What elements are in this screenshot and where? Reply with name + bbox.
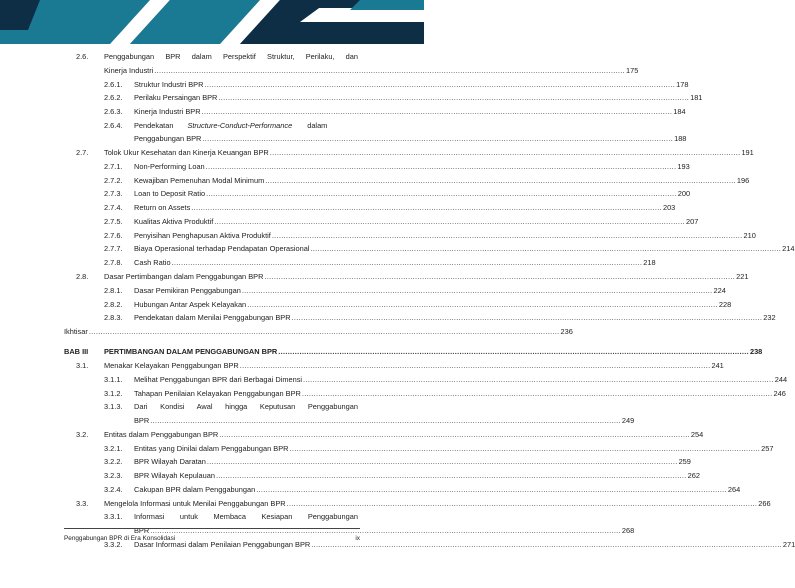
toc-entry-title: Struktur Industri BPR: [134, 80, 204, 89]
footer-page-number: ix: [355, 535, 360, 542]
toc-entry-number: 3.3.: [76, 499, 89, 508]
toc-entry-page: 257: [761, 444, 774, 453]
toc-entry-number: 2.7.3.: [104, 189, 123, 198]
toc-entry-title-after: dalam: [307, 121, 328, 130]
toc-entry-number: 2.6.: [76, 52, 89, 61]
toc-entry-page: 200: [677, 189, 691, 198]
toc-entry-title: Entitas yang Dinilai dalam Penggabungan BPR: [134, 444, 289, 453]
dot-leader: [272, 231, 743, 241]
toc-entry-page: 184: [673, 107, 686, 116]
toc-entry[interactable]: [104, 444, 774, 454]
toc-entry[interactable]: [64, 347, 763, 357]
toc-entry-page: 249: [621, 416, 635, 425]
toc-entry-page: 271: [782, 540, 795, 549]
dot-leader: [264, 272, 735, 282]
toc-entry[interactable]: [104, 217, 699, 227]
toc-entry[interactable]: [104, 389, 786, 399]
toc-entry[interactable]: [104, 66, 639, 76]
toc-entry-number: 3.2.4.: [104, 485, 123, 494]
toc-entry[interactable]: [104, 402, 358, 412]
toc-entry-title: Perilaku Persaingan BPR: [134, 93, 218, 102]
toc-entry-title: Biaya Operasional terhadap Pendapatan Operasional: [134, 244, 310, 253]
toc-entry-title: Cash Ratio: [134, 258, 171, 267]
toc-entry-number: 2.7.8.: [104, 258, 123, 267]
toc-entry-title: Informasi untuk Membaca Kesiapan Penggabungan: [134, 512, 358, 521]
dot-leader: [206, 189, 677, 199]
dot-leader: [207, 457, 678, 467]
toc-entry-number: 3.1.3.: [104, 402, 123, 411]
toc-entry-number: 3.1.1.: [104, 375, 123, 384]
dot-leader: [247, 300, 718, 310]
toc-entry[interactable]: [104, 231, 756, 241]
toc-entry[interactable]: [104, 176, 750, 186]
toc-entry[interactable]: [104, 203, 676, 213]
toc-entry[interactable]: [104, 471, 700, 481]
toc-entry[interactable]: [104, 457, 691, 467]
toc-entry-page: 268: [621, 526, 635, 535]
toc-entry-number: 3.2.: [76, 430, 89, 439]
toc-entry-title: Non-Performing Loan: [134, 162, 205, 171]
toc-entry-number: 2.7.7.: [104, 244, 123, 253]
toc-entry-page: 210: [743, 231, 756, 240]
toc-entry-title: BPR: [134, 526, 150, 535]
toc-entry-title: PERTIMBANGAN DALAM PENGGABUNGAN BPR: [104, 347, 278, 356]
toc-entry-title: Pendekatan dalam Menilai Penggabungan BPR: [134, 313, 291, 322]
toc-entry[interactable]: [104, 286, 726, 296]
toc-entry[interactable]: [76, 148, 754, 158]
dot-leader: [240, 361, 711, 371]
toc-entry[interactable]: [76, 361, 724, 371]
toc-entry-number: 2.7.2.: [104, 176, 123, 185]
toc-entry-page: 246: [773, 389, 786, 398]
toc-entry-page: 214: [782, 244, 795, 253]
toc-entry-title: BPR: [134, 416, 150, 425]
dot-leader: [289, 444, 760, 454]
toc-entry-number: 2.7.: [76, 148, 89, 157]
toc-entry-title: Dasar Informasi dalam Penilaian Penggabungan BPR: [134, 540, 311, 549]
toc-entry-page: 221: [736, 272, 749, 281]
dot-leader: [278, 347, 749, 357]
toc-entry-title: Kinerja Industri BPR: [134, 107, 201, 116]
toc-entry[interactable]: [104, 93, 703, 103]
dot-leader: [204, 80, 675, 90]
toc-entry-title: Kinerja Industri: [104, 66, 154, 75]
toc-entry-number: 2.6.4.: [104, 121, 123, 130]
toc-entry-title: Mengelola Informasi untuk Menilai Penggabungan BPR: [104, 499, 286, 508]
toc-entry-title: Return on Assets: [134, 203, 191, 212]
toc-entry[interactable]: [76, 499, 771, 509]
toc-entry-number: 3.2.2.: [104, 457, 123, 466]
toc-entry-page: 181: [690, 93, 703, 102]
toc-entry-page: 266: [758, 499, 771, 508]
toc-entry-number: 2.8.3.: [104, 313, 123, 322]
toc-entry[interactable]: [76, 272, 749, 282]
toc-entry-title: Penyisihan Penghapusan Aktiva Produktif: [134, 231, 271, 240]
dot-leader: [287, 499, 758, 509]
header-decoration: [0, 0, 424, 44]
toc-entry-title-italic: Structure-Conduct-Performance: [187, 121, 293, 130]
toc-entry-number: 2.8.1.: [104, 286, 123, 295]
toc-entry-title: Kewajiban Pemenuhan Modal Minimum: [134, 176, 265, 185]
toc-entry-number: 2.7.5.: [104, 217, 123, 226]
toc-entry-number: 3.3.1.: [104, 512, 123, 521]
toc-entry[interactable]: [104, 512, 358, 522]
toc-entry-number: 2.6.1.: [104, 80, 123, 89]
toc-entry-page: 191: [741, 148, 754, 157]
toc-entry-page: 232: [763, 313, 776, 322]
dot-leader: [214, 217, 685, 227]
toc-entry-number: 3.1.2.: [104, 389, 123, 398]
dot-leader: [310, 244, 781, 254]
toc-entry-title: Tolok Ukur Kesehatan dan Kinerja Keuangan BPR: [104, 148, 269, 157]
teal-accent: [350, 0, 424, 10]
toc-entry[interactable]: [104, 485, 741, 495]
toc-entry-page: 224: [713, 286, 726, 295]
toc-entry-page: 241: [711, 361, 724, 370]
toc-entry-page: 262: [687, 471, 700, 480]
toc-entry-title: Loan to Deposit Ratio: [134, 189, 206, 198]
toc-entry-number: 2.6.2.: [104, 93, 123, 102]
toc-entry-title: Penggabungan BPR dalam Perspektif Struktur, Perilaku, dan: [104, 52, 358, 61]
toc-entry-page: 244: [774, 375, 788, 384]
toc-entry[interactable]: [104, 162, 690, 172]
dot-leader: [218, 93, 689, 103]
dot-leader: [242, 286, 713, 296]
toc-entry-page: 264: [727, 485, 741, 494]
dot-leader: [150, 416, 621, 426]
toc-entry-title: Menakar Kelayakan Penggabungan BPR: [104, 361, 239, 370]
toc-entry-number: 2.7.6.: [104, 231, 123, 240]
toc-entry-number: BAB III: [64, 347, 89, 356]
toc-entry-number: 2.7.1.: [104, 162, 123, 171]
toc-entry[interactable]: [104, 313, 776, 323]
dot-leader: [206, 162, 677, 172]
dot-leader: [216, 471, 687, 481]
toc-entry-title: Kualitas Aktiva Produktif: [134, 217, 214, 226]
toc-entry-title: Pendekatan: [134, 121, 174, 130]
toc-entry-number: 2.7.4.: [104, 203, 123, 212]
toc-entry[interactable]: [104, 244, 795, 254]
dot-leader: [89, 327, 560, 337]
dot-leader: [202, 107, 673, 117]
toc-entry-page: 259: [678, 457, 691, 466]
toc-entry-page: 188: [674, 134, 687, 143]
toc-entry-page: 228: [718, 300, 732, 309]
dot-leader: [202, 134, 673, 144]
dot-leader: [172, 258, 643, 268]
toc-entry-page: 207: [685, 217, 699, 226]
dot-leader: [270, 148, 741, 158]
toc-entry[interactable]: [104, 258, 656, 268]
toc-entry-page: 193: [677, 162, 690, 171]
toc-entry-page: 218: [643, 258, 656, 267]
toc-entry[interactable]: [104, 300, 732, 310]
toc-entry-page: 238: [749, 347, 763, 356]
toc-entry-number: 3.2.1.: [104, 444, 123, 453]
dot-leader: [219, 430, 690, 440]
toc-entry-title: Dasar Pertimbangan dalam Penggabungan BPR: [104, 272, 264, 281]
dot-leader: [265, 176, 736, 186]
toc-entry[interactable]: [64, 327, 573, 337]
toc-entry-number: 2.6.3.: [104, 107, 123, 116]
toc-entry-number: 2.8.: [76, 272, 89, 281]
page-footer: [64, 528, 360, 542]
toc-entry-title: Melihat Penggabungan BPR dari Berbagai Dimensi: [134, 375, 303, 384]
toc-entry[interactable]: [104, 121, 358, 131]
toc-entry-title: BPR Wilayah Daratan: [134, 457, 206, 466]
dot-leader: [302, 389, 773, 399]
toc-entry[interactable]: [134, 416, 635, 426]
toc-entry-title: Tahapan Penilaian Kelayakan Penggabungan BPR: [134, 389, 301, 398]
toc-entry-page: 254: [690, 430, 704, 439]
toc-entry-title: BPR Wilayah Kepulauan: [134, 471, 215, 480]
dot-leader: [191, 203, 662, 213]
toc-entry-title: Dasar Pemikiran Penggabungan: [134, 286, 241, 295]
toc-entry[interactable]: [76, 430, 704, 440]
toc-entry-page: 236: [560, 327, 573, 336]
toc-entry-number: 3.2.3.: [104, 471, 123, 480]
toc-entry-title: Cakupan BPR dalam Penggabungan: [134, 485, 256, 494]
toc-entry-page: 175: [625, 66, 639, 75]
toc-entry-number: 2.8.2.: [104, 300, 123, 309]
toc-entry-page: 196: [736, 176, 750, 185]
toc-entry-page: 178: [676, 80, 689, 89]
toc-entry-title: Ikhtisar: [64, 327, 88, 336]
toc-entry[interactable]: [104, 375, 788, 385]
toc-entry[interactable]: [76, 52, 358, 62]
toc-entry-title: Hubungan Antar Aspek Kelayakan: [134, 300, 247, 309]
toc-entry-title: Dari Kondisi Awal hingga Keputusan Penggabungan: [134, 402, 358, 411]
dot-leader: [303, 375, 774, 385]
dot-leader: [256, 485, 727, 495]
dot-leader: [292, 313, 763, 323]
dot-leader: [154, 66, 625, 76]
toc-entry-page: 203: [662, 203, 676, 212]
footer-book-title: Penggabungan BPR di Era Konsolidasi: [64, 535, 176, 542]
toc-entry-number: 3.3.2.: [104, 540, 123, 549]
toc-entry[interactable]: [104, 80, 689, 90]
dot-leader: [311, 540, 782, 550]
toc-entry-title: Entitas dalam Penggabungan BPR: [104, 430, 219, 439]
toc-entry-title: Penggabungan BPR: [134, 134, 202, 143]
toc-entry[interactable]: [104, 189, 691, 199]
toc-entry-number: 3.1.: [76, 361, 89, 370]
toc-entry[interactable]: [134, 134, 687, 144]
toc-entry[interactable]: [104, 107, 686, 117]
